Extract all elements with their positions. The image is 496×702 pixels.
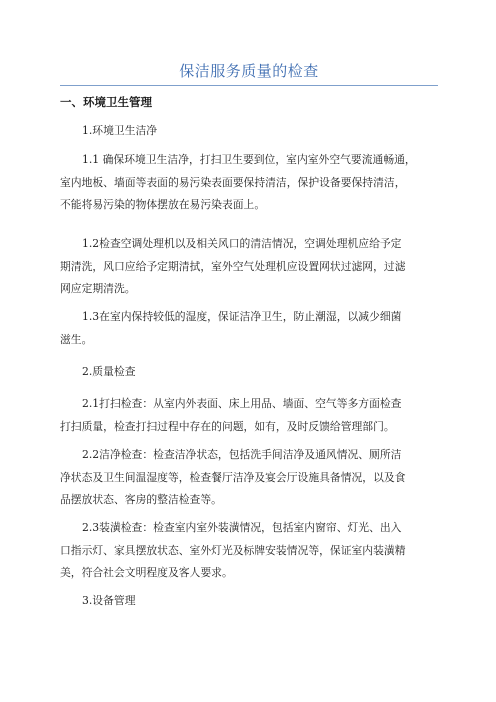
paragraph-line: 美，符合社会文明程度及客人要求。 [60, 566, 233, 579]
paragraph-line: 期清洗，风口应给予定期清拭，室外空气处理机应设置网状过滤网，过滤 [60, 259, 406, 273]
paragraph-line: 2.质量检查 [82, 365, 136, 378]
document-title: 保洁服务质量的检查 [179, 62, 319, 80]
paragraph-line: 口指示灯、家具摆放状态、室外灯光及标牌安装情况等，保证室内装潢精 [60, 543, 406, 557]
paragraph-line: 2.3装潢检查：检查室内室外装潢情况，包括室内窗帘、灯光、出入 [82, 521, 402, 534]
paragraph-line: 1.环境卫生洁净 [82, 124, 158, 137]
paragraph-line: 3.设备管理 [82, 594, 136, 607]
paragraph-line: 净状态及卫生间温湿度等，检查餐厅洁净及宴会厅设施具备情况，以及食 [60, 470, 406, 484]
paragraph-1 [60, 120, 444, 143]
paragraph-line: 1.3在室内保持较低的湿度，保证洁净卫生，防止潮湿，以减少细菌 [82, 310, 402, 323]
paragraph-2-2 [60, 444, 444, 512]
section-heading: 一、环境卫生管理 [60, 95, 152, 109]
paragraph-line: 室内地板、墙面等表面的易污染表面要保持清洁，保护设备要保持清洁， [60, 175, 406, 189]
paragraph-line: 品摆放状态、客房的整洁检查等。 [60, 493, 222, 506]
title-underline [60, 85, 438, 86]
paragraph-line: 不能将易污染的物体摆放在易污染表面上。 [60, 198, 266, 211]
paragraph-line: 网应定期清洗。 [60, 282, 136, 295]
paragraph-1-3 [60, 306, 444, 351]
paragraph-3 [60, 590, 444, 613]
paragraph-line: 打扫质量，检查打扫过程中存在的问题，如有，及时反馈给管理部门。 [60, 419, 395, 433]
paragraph-1-1 [60, 149, 444, 217]
paragraph-2-1 [60, 393, 444, 438]
paragraph-line: 2.1打扫检查：从室内外表面、床上用品、墙面、空气等多方面检查 [82, 397, 402, 410]
paragraph-line: 1.1 确保环境卫生洁净，打扫卫生要到位，室内室外空气要流通畅通， [82, 153, 416, 166]
paragraph-1-2 [60, 233, 444, 301]
paragraph-2-3 [60, 517, 444, 585]
paragraph-line: 1.2检查空调处理机以及相关风口的清洁情况，空调处理机应给予定 [82, 237, 402, 250]
paragraph-line: 滋生。 [60, 332, 93, 346]
paragraph-line: 2.2洁净检查：检查洁净状态，包括洗手间洁净及通风情况、厕所洁 [82, 448, 402, 461]
paragraph-2 [60, 361, 444, 384]
